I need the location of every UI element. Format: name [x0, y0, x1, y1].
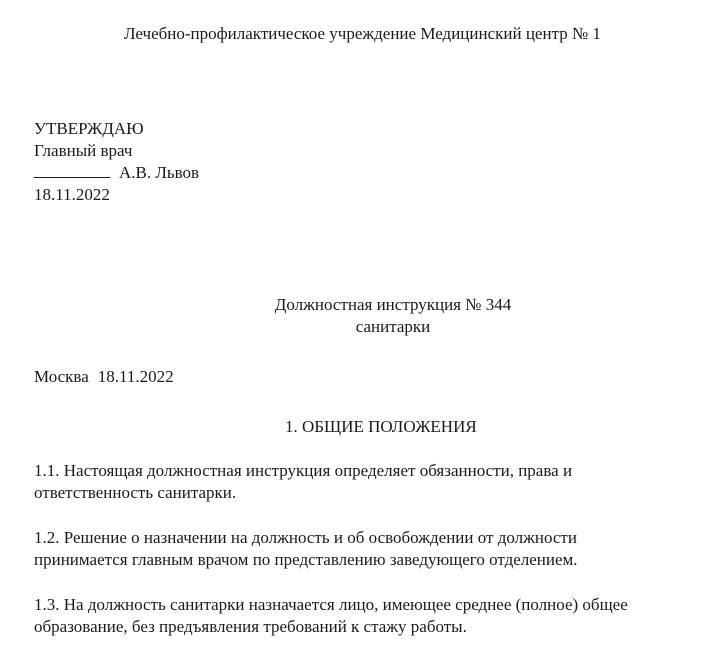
- paragraph-line: принимается главным врачом по представлению заведующего отделением.: [34, 550, 578, 569]
- title-line-2: санитарки: [355, 317, 431, 336]
- place: Москва: [34, 367, 89, 386]
- paragraph-line: 1.3. На должность санитарки назначается лицо, имеющее среднее (полное) общее: [34, 595, 628, 614]
- paragraph-1-1: [34, 460, 714, 504]
- paragraph-1-3: [34, 594, 714, 638]
- document-date: 18.11.2022: [97, 367, 174, 386]
- title-line-1: Должностная инструкция № 344: [274, 295, 512, 314]
- paragraph-line: 1.1. Настоящая должностная инструкция определяет обязанности, права и: [34, 461, 573, 480]
- approver-position: Главный врач: [34, 141, 133, 160]
- section-heading: 1. ОБЩИЕ ПОЛОЖЕНИЯ: [285, 417, 477, 436]
- approval-block: [34, 118, 199, 206]
- paragraph-line: образование, без предъявления требований к стажу работы.: [34, 617, 467, 636]
- approve-label: УТВЕРЖДАЮ: [34, 119, 144, 138]
- approval-date: 18.11.2022: [34, 185, 110, 204]
- signature-line: [34, 162, 110, 178]
- organization-name: Лечебно-профилактическое учреждение Медицинский центр № 1: [124, 24, 601, 43]
- paragraph-line: ответственность санитарки.: [34, 483, 237, 502]
- place-date-row: [34, 366, 174, 388]
- document-title: [0, 294, 715, 338]
- signature-row: [34, 162, 199, 184]
- paragraph-1-2: [34, 527, 714, 571]
- signature-name: А.В. Львов: [119, 163, 200, 182]
- paragraph-line: 1.2. Решение о назначении на должность и об освобождении от должности: [34, 528, 577, 547]
